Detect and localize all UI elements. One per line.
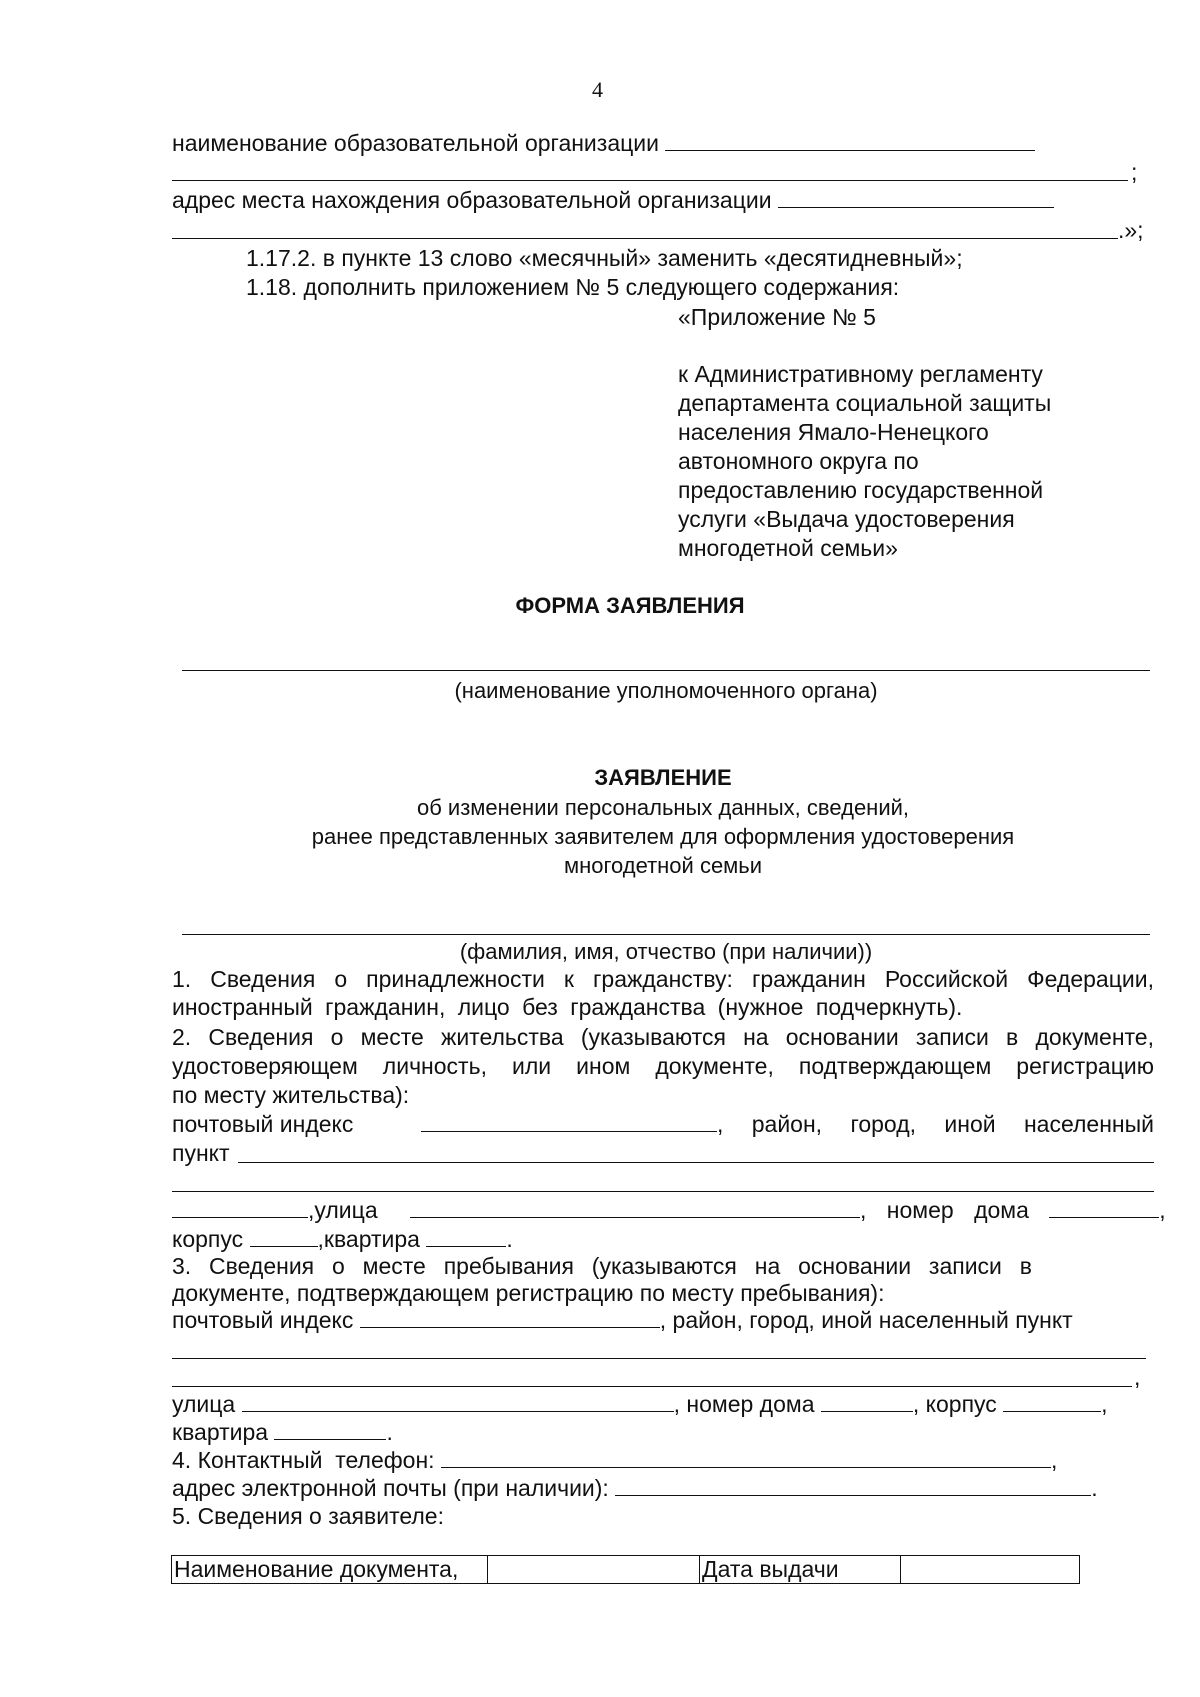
appendix-line: к Административному регламенту	[678, 361, 1043, 387]
section4-phone-label: 4. Контактный телефон:	[172, 1447, 435, 1473]
org-address-line	[172, 187, 1054, 214]
section2-postal-tail: , район, город, иной населенный	[716, 1111, 1154, 1137]
section2-punkt-blank-2	[172, 1191, 1154, 1192]
section3-locality-blank-2	[172, 1386, 1132, 1387]
section4-email-label: адрес электронной почты (при наличии):	[172, 1475, 609, 1501]
section2-house-blank	[1049, 1197, 1159, 1218]
section4-phone-row	[172, 1447, 1057, 1474]
section2-korpus-label: корпус	[172, 1226, 244, 1252]
appendix-reference	[678, 360, 1051, 563]
fio-caption: (фамилия, имя, отчество (при наличии))	[459, 939, 873, 964]
amendment-1-17-2: 1.17.2. в пункте 13 слово «месячный» заменить «десятидневный»;	[246, 245, 963, 271]
section2-korpus-blank	[250, 1226, 318, 1247]
appendix-line: населения Ямало-Ненецкого	[678, 419, 989, 445]
org-address-closing: .»;	[1118, 217, 1144, 243]
org-name-semicolon: ;	[1131, 159, 1138, 185]
table-cell-doc-name: Наименование документа,	[172, 1556, 488, 1584]
section3-house-label: , номер дома	[673, 1391, 815, 1417]
org-address-label: адрес места нахождения образовательной организации	[172, 187, 772, 213]
section2-house-label: , номер дома	[860, 1197, 1029, 1223]
section3-apartment-label: квартира	[172, 1419, 269, 1445]
section3-korpus-label: , корпус	[912, 1391, 997, 1417]
org-name-blank-2	[172, 180, 1128, 181]
section2-period: .	[506, 1226, 513, 1252]
section5-label: 5. Сведения о заявителе:	[172, 1503, 444, 1529]
section3-apartment-blank	[274, 1419, 386, 1440]
statement-subtitle-line: многодетной семьи	[563, 853, 763, 878]
section2-postal-label: почтовый индекс	[172, 1111, 354, 1137]
form-title: ФОРМА ЗАЯВЛЕНИЯ	[515, 593, 745, 618]
section3-street-row	[172, 1391, 1108, 1418]
section4-email-row	[172, 1475, 1098, 1502]
section2-street-label: ,улица	[308, 1197, 378, 1223]
section4-period: .	[1091, 1475, 1098, 1501]
org-name-line	[172, 130, 1035, 157]
page-number: 4	[592, 77, 603, 102]
section3-korpus-blank	[1003, 1391, 1101, 1412]
section3-locality-comma: ,	[1134, 1364, 1141, 1390]
section4-phone-comma: ,	[1050, 1447, 1058, 1473]
section3-apartment-row	[172, 1419, 393, 1446]
section2-punkt-label: пункт	[172, 1140, 230, 1166]
fio-blank	[182, 934, 1150, 935]
section2-postal-blank	[421, 1111, 717, 1132]
section2-postal-row	[172, 1111, 1154, 1138]
section2-street-row	[172, 1197, 1166, 1224]
section3-street-label: улица	[172, 1391, 236, 1417]
section2-line2: удостоверяющем личность, или ином документе, подтверждающем регистрацию	[172, 1053, 1154, 1079]
org-address-blank-2	[172, 238, 1118, 239]
table-cell-doc-name-value	[488, 1556, 700, 1584]
amendment-1-18: 1.18. дополнить приложением № 5 следующего содержания:	[246, 274, 900, 300]
section3-postal-tail: , район, город, иной населенный пункт	[659, 1307, 1073, 1333]
section4-email-blank	[615, 1475, 1091, 1496]
statement-title: ЗАЯВЛЕНИЕ	[594, 765, 732, 790]
section3-house-blank	[821, 1391, 913, 1412]
section3-line2: документе, подтверждающем регистрацию по месту пребывания):	[172, 1280, 885, 1306]
section3-postal-label: почтовый индекс	[172, 1307, 354, 1333]
section3-locality-blank	[172, 1358, 1146, 1359]
appendix-line: департамента социальной защиты	[678, 390, 1052, 416]
section2-house-comma: ,	[1159, 1197, 1166, 1223]
section4-phone-blank	[441, 1447, 1051, 1468]
section1-line1: 1. Сведения о принадлежности к гражданству: гражданин Российской Федерации,	[172, 966, 1154, 992]
section2-punkt-blank	[238, 1162, 1154, 1163]
statement-subtitle-line: ранее представленных заявителем для оформления удостоверения	[311, 824, 1015, 849]
section3-postal-row	[172, 1307, 1073, 1334]
section2-apartment-label: ,квартира	[317, 1226, 420, 1252]
section1-line2: иностранный гражданин, лицо без гражданства (нужное подчеркнуть).	[172, 994, 963, 1020]
appendix-line: услуги «Выдача удостоверения	[678, 506, 1015, 532]
section3-street-blank	[242, 1391, 674, 1412]
authority-blank	[182, 670, 1150, 671]
appendix-line: предоставлению государственной	[678, 477, 1044, 503]
appendix-line: автономного округа по	[678, 448, 919, 474]
section2-line3: по месту жительства):	[172, 1082, 410, 1108]
section3-line1: 3. Сведения о месте пребывания (указываются на основании записи в	[172, 1253, 1032, 1279]
appendix-line: многодетной семьи»	[678, 535, 898, 561]
table-row	[172, 1556, 1080, 1584]
section2-street-blank	[410, 1197, 860, 1218]
section2-locality-blank	[172, 1197, 308, 1218]
section3-korpus-comma: ,	[1101, 1391, 1108, 1417]
section3-period: .	[386, 1419, 393, 1445]
section3-postal-blank	[360, 1307, 660, 1328]
statement-subtitle-line: об изменении персональных данных, сведений,	[416, 795, 910, 820]
applicant-documents-table	[171, 1555, 1080, 1584]
statement-subtitle	[172, 793, 1154, 880]
appendix-title: «Приложение № 5	[678, 304, 876, 330]
org-name-blank	[665, 130, 1035, 151]
section2-line1: 2. Сведения о месте жительства (указываются на основании записи в документе,	[172, 1024, 1154, 1050]
section2-apartment-blank	[426, 1226, 506, 1247]
section2-korpus-row	[172, 1226, 513, 1253]
table-cell-issue-date: Дата выдачи	[700, 1556, 901, 1584]
org-name-label: наименование образовательной организации	[172, 130, 659, 156]
authority-caption: (наименование уполномоченного органа)	[454, 678, 878, 703]
section2-postal-field	[421, 1111, 1154, 1138]
org-address-blank	[778, 187, 1054, 208]
table-cell-issue-date-value	[901, 1556, 1080, 1584]
